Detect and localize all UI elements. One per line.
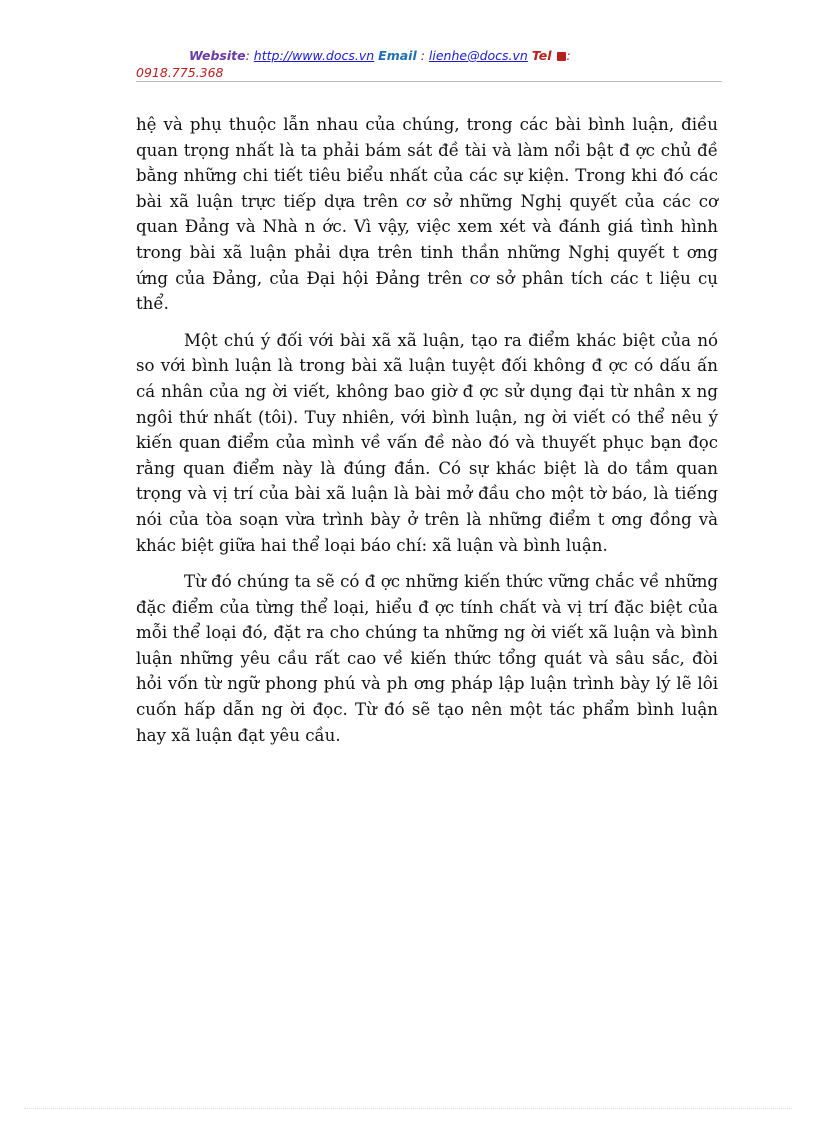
phone-number: 0918.775.368 — [136, 65, 224, 80]
page-bottom-divider — [24, 1108, 792, 1109]
email-label: Email — [378, 48, 417, 63]
email-link[interactable]: lienhe@docs.vn — [428, 48, 528, 63]
paragraph-2: Một chú ý đối với bài xã xã luận, tạo ra điểm khác biệt của nó so với bình luận là trong bài xã luận tuyệt đối không đ ợc có dấu ấn cá nhân của ng ời viết, không bao giờ đ ợc sử dụng đại từ nhân x ng ngôi thứ nhất (tôi). Tuy nhiên, với bình luận, ng ời viết có thể nêu ý kiến quan điểm của mình về vấn đề nào đó và thuyết phục bạn đọc rằng quan điểm này là đúng đắn. Có sự khác biệt là do tầm quan trọng và vị trí của bài xã luận là bài mở đầu cho một tờ báo, là tiếng nói của tòa soạn vừa trình bày ở trên là những điểm t ơng đồng và khác biệt giữa hai thể loại báo chí: xã luận và bình luận. — [136, 330, 718, 555]
paragraph-3: Từ đó chúng ta sẽ có đ ợc những kiến thức vững chắc về những đặc điểm của từng thể loại, hiểu đ ợc tính chất và vị trí đặc biệt của mỗi thể loại đó, đặt ra cho chúng ta những ng ời viết xã luận và bình luận những yêu cầu rất cao về kiến thức tổng quát và sâu sắc, đòi hỏi vốn từ ngữ phong phú và ph ơng pháp lập luận trình bày lý lẽ lôi cuốn hấp dẫn ng ời đọc. Từ đó sẽ tạo nên một tác phẩm bình luận hay xã luận đạt yêu cầu. — [136, 572, 718, 745]
document-body — [136, 112, 718, 759]
website-link[interactable]: http://www.docs.vn — [253, 48, 375, 63]
page-header — [136, 47, 722, 81]
tel-label: Tel — [531, 48, 552, 63]
paragraph-1: hệ và phụ thuộc lẫn nhau của chúng, trong các bài bình luận, điều quan trọng nhất là ta phải bám sát đề tài và làm nổi bật đ ợc chủ đề bằng những chi tiết tiêu biểu nhất của các sự kiện. Trong khi đó các bài xã luận trực tiếp dựa trên cơ sở những Nghị quyết của các cơ quan Đảng và Nhà n ớc. Vì vậy, việc xem xét và đánh giá tình hình trong bài xã luận phải dựa trên tinh thần những Nghị quyết t ơng ứng của Đảng, của Đại hội Đảng trên cơ sở phân tích các t liệu cụ thể. — [136, 115, 718, 314]
header-contact-line: Website: http://www.docs.vn Email : lienhe@docs.vn Tel : — [189, 48, 571, 63]
telephone-icon — [557, 52, 566, 61]
header-divider — [136, 81, 722, 82]
website-label: Website — [189, 48, 246, 63]
